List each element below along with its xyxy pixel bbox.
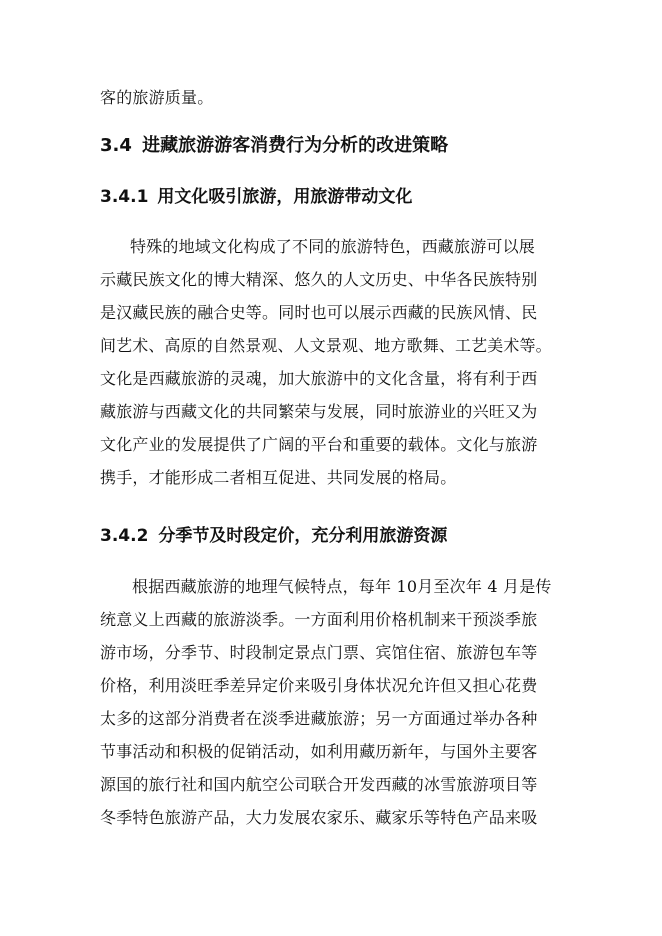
paragraph-line: 游市场，分季节、时段制定景点门票、宾馆住宿、旅游包车等 bbox=[100, 643, 538, 662]
paragraph-line: 特殊的地域文化构成了不同的旅游特色，西藏旅游可以展 bbox=[130, 237, 536, 256]
paragraph-line: 统意义上西藏的旅游淡季。一方面利用价格机制来干预淡季旅 bbox=[100, 610, 538, 629]
section-3-4-number: 3.4 bbox=[100, 135, 132, 156]
section-3-4-1-number: 3.4.1 bbox=[100, 187, 149, 207]
paragraph-line: 价格，利用淡旺季差异定价来吸引身体状况允许但又担心花费 bbox=[100, 676, 538, 695]
paragraph-line: 携手，才能形成二者相互促进、共同发展的格局。 bbox=[100, 468, 457, 487]
paragraph-line: 是汉藏民族的融合史等。同时也可以展示西藏的民族风情、民 bbox=[100, 303, 538, 322]
paragraph-line: 文化是西藏旅游的灵魂，加大旅游中的文化含量，将有利于西 bbox=[100, 369, 538, 388]
section-3-4-2-heading bbox=[100, 525, 447, 547]
paragraph-line: 示藏民族文化的博大精深、悠久的人文历史、中华各民族特别 bbox=[100, 270, 538, 289]
paragraph-line: 节事活动和积极的促销活动，如利用藏历新年，与国外主要客 bbox=[100, 742, 538, 761]
paragraph-line: 根据西藏旅游的地理气候特点，每年 10月至次年 4 月是传 bbox=[132, 577, 552, 596]
section-3-4-2-title: 分季节及时段定价，充分利用旅游资源 bbox=[158, 526, 448, 546]
paragraph-line: 源国的旅行社和国内航空公司联合开发西藏的冰雪旅游项目等 bbox=[100, 775, 538, 794]
paragraph-line: 冬季特色旅游产品，大力发展农家乐、藏家乐等特色产品来吸 bbox=[100, 808, 538, 827]
paragraph-line: 间艺术、高原的自然景观、人文景观、地方歌舞、工艺美术等。 bbox=[100, 336, 552, 355]
section-3-4-heading bbox=[100, 135, 448, 157]
paragraph-line: 藏旅游与西藏文化的共同繁荣与发展，同时旅游业的兴旺又为 bbox=[100, 402, 538, 421]
section-3-4-1-heading bbox=[100, 186, 412, 208]
paragraph-line: 太多的这部分消费者在淡季进藏旅游；另一方面通过举办各种 bbox=[100, 709, 538, 728]
continuation-line: 客的旅游质量。 bbox=[100, 88, 214, 107]
section-3-4-2-number: 3.4.2 bbox=[100, 526, 149, 546]
section-3-4-1-title: 用文化吸引旅游，用旅游带动文化 bbox=[157, 187, 413, 207]
section-3-4-title: 进藏旅游游客消费行为分析的改进策略 bbox=[142, 135, 449, 156]
paragraph-line: 文化产业的发展提供了广阔的平台和重要的载体。文化与旅游 bbox=[100, 435, 538, 454]
